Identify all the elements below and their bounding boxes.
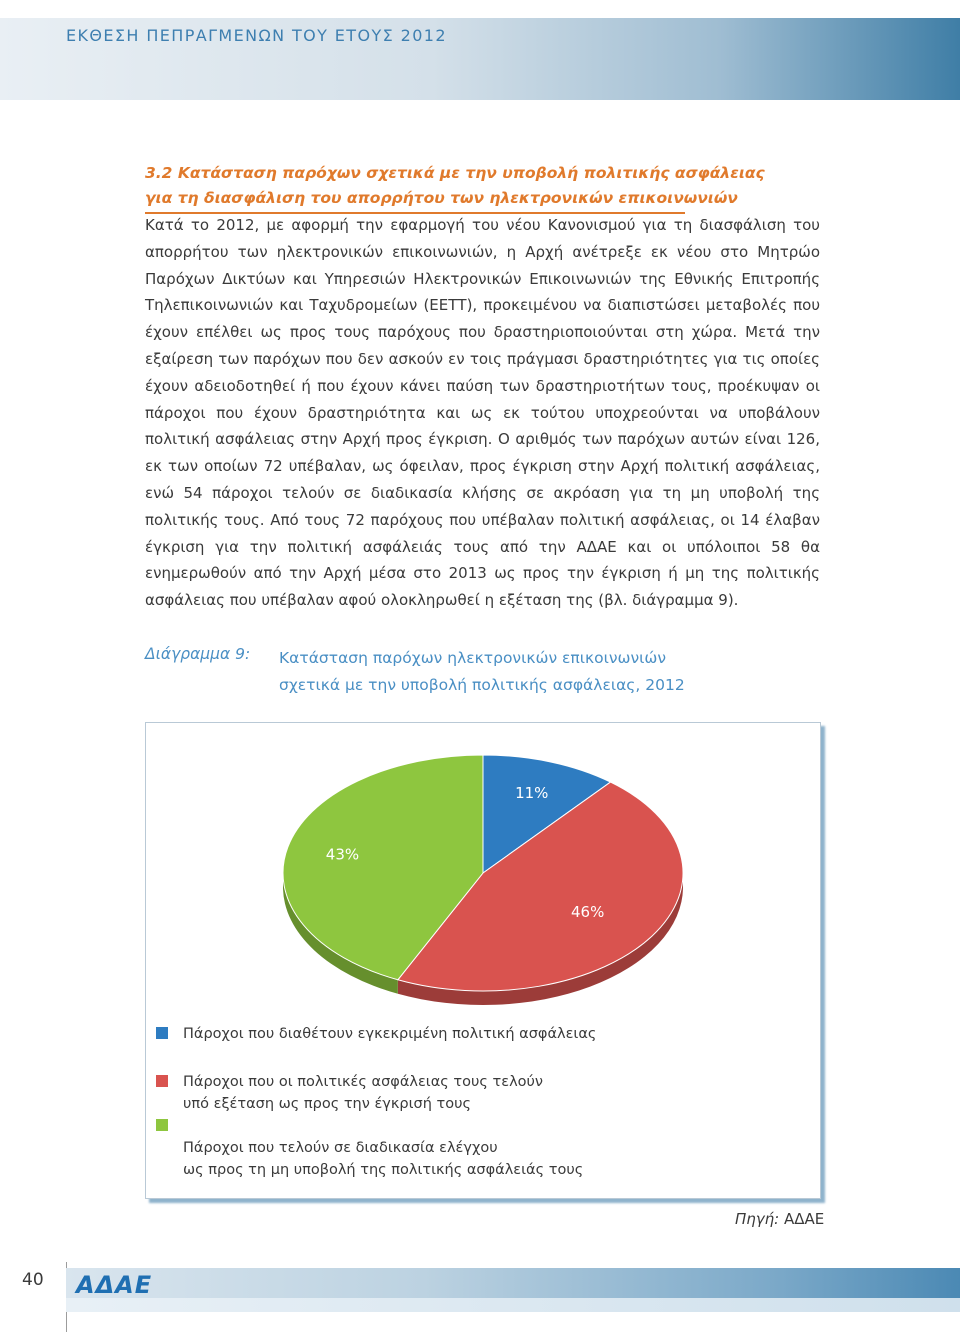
section-title [145, 161, 845, 211]
figure-label: Διάγραμμα 9: [145, 645, 251, 663]
legend-text-under-review: Πάροχοι που οι πολιτικές ασφάλειας τους τελούν υπό εξέταση ως προς την έγκρισή τους [183, 1074, 544, 1112]
footer-band-lower [66, 1298, 960, 1312]
pie-slice-approved-label: 11% [515, 784, 549, 803]
footer-band [66, 1268, 960, 1298]
section-title-line2: για τη διασφάλιση του απορρήτου των ηλεκτρονικών επικοινωνιών [145, 189, 738, 207]
pie-chart [146, 723, 820, 1023]
legend-text-hearing: Πάροχοι που τελούν σε διαδικασία ελέγχου ως προς τη μη υποβολή της πολιτικής ασφάλειάς τους [183, 1140, 584, 1178]
body-paragraph: Κατά το 2012, με αφορμή την εφαρμογή του νέου Κανονισμού για τη διασφάλιση του απορρήτου των ηλεκτρονικών επικοινωνιών, η Αρχή ανέτρεξε εκ νέου στο Μητρώο Παρόχων Δικτύων και Υπηρεσιών Ηλεκτρονικών Επικοινωνιών της Εθνικής Επιτροπής Τηλεπικοινωνιών και Ταχυδρομείων (ΕΕΤΤ), προκειμένου να διαπιστώσει μεταβολές που έχουν επέλθει ως προς τους παρόχους που δραστηριοποιούνται στη χώρα. Μετά την εξαίρεση των παρόχων που δεν ασκούν εν τοις πράγμασι δραστηριότητες για τις οποίες έχουν αδειοδοτηθεί ή που έχουν κάνει παύση των δραστηριοτήτων τους, προέκυψαν οι πάροχοι που έχουν δραστηριότητα και ως εκ τούτου υποχρεούνται να υποβάλουν πολιτική ασφάλειας στην Αρχή προς έγκριση. Ο αριθμός των παρόχων αυτών είναι 126, εκ των οποίων 72 υπέβαλαν, ως όφειλαν, προς έγκριση στην Αρχή πολιτική ασφάλειας, ενώ 54 πάροχοι τελούν σε διαδικασία κλήσης σε ακρόαση για τη μη υποβολή της πολιτικής τους. Από τους 72 παρόχους που υπέβαλαν πολιτική ασφάλειας, οι 14 έλαβαν έγκριση για την πολιτική ασφάλειάς τους από την ΑΔΑΕ και οι υπόλοιποι 58 θα ενημερωθούν από την Αρχή μέσα στο 2013 ως προς την έγκριση ή μη της πολιτικής ασφάλειας που υπέβαλαν αφού ολοκληρωθεί η εξέταση της (βλ. διάγραμμα 9). [145, 216, 820, 610]
legend-text-approved: Πάροχοι που διαθέτουν εγκεκριμένη πολιτική ασφάλειας [183, 1026, 597, 1042]
report-header-title: ΕΚΘΕΣΗ ΠΕΠΡΑΓΜΕΝΩΝ ΤΟΥ ΕΤΟΥΣ 2012 [66, 26, 447, 45]
source-label: Πηγή: [735, 1210, 780, 1228]
pie-chart-panel [145, 722, 821, 1199]
page-number: 40 [22, 1270, 44, 1290]
figure-caption-line1: Κατάσταση παρόχων ηλεκτρονικών επικοινωνιών [279, 649, 667, 667]
figure-caption-line2: σχετικά με την υποβολή πολιτικής ασφάλειας, 2012 [279, 676, 685, 694]
adae-logo: ΑΔΑΕ [76, 1271, 153, 1299]
pie-slice-hearing-label: 43% [325, 845, 360, 864]
legend-swatch-red [156, 1075, 168, 1087]
figure-caption [279, 645, 819, 699]
source-value: ΑΔΑΕ [784, 1210, 825, 1228]
section-title-line1: 3.2 Κατάσταση παρόχων σχετικά με την υποβολή πολιτικής ασφάλειας [145, 164, 765, 182]
chart-source [735, 1210, 824, 1228]
legend-swatch-blue [156, 1027, 168, 1039]
pie-slice-under-review-label: 46% [571, 903, 605, 922]
legend-swatch-green [156, 1119, 168, 1131]
